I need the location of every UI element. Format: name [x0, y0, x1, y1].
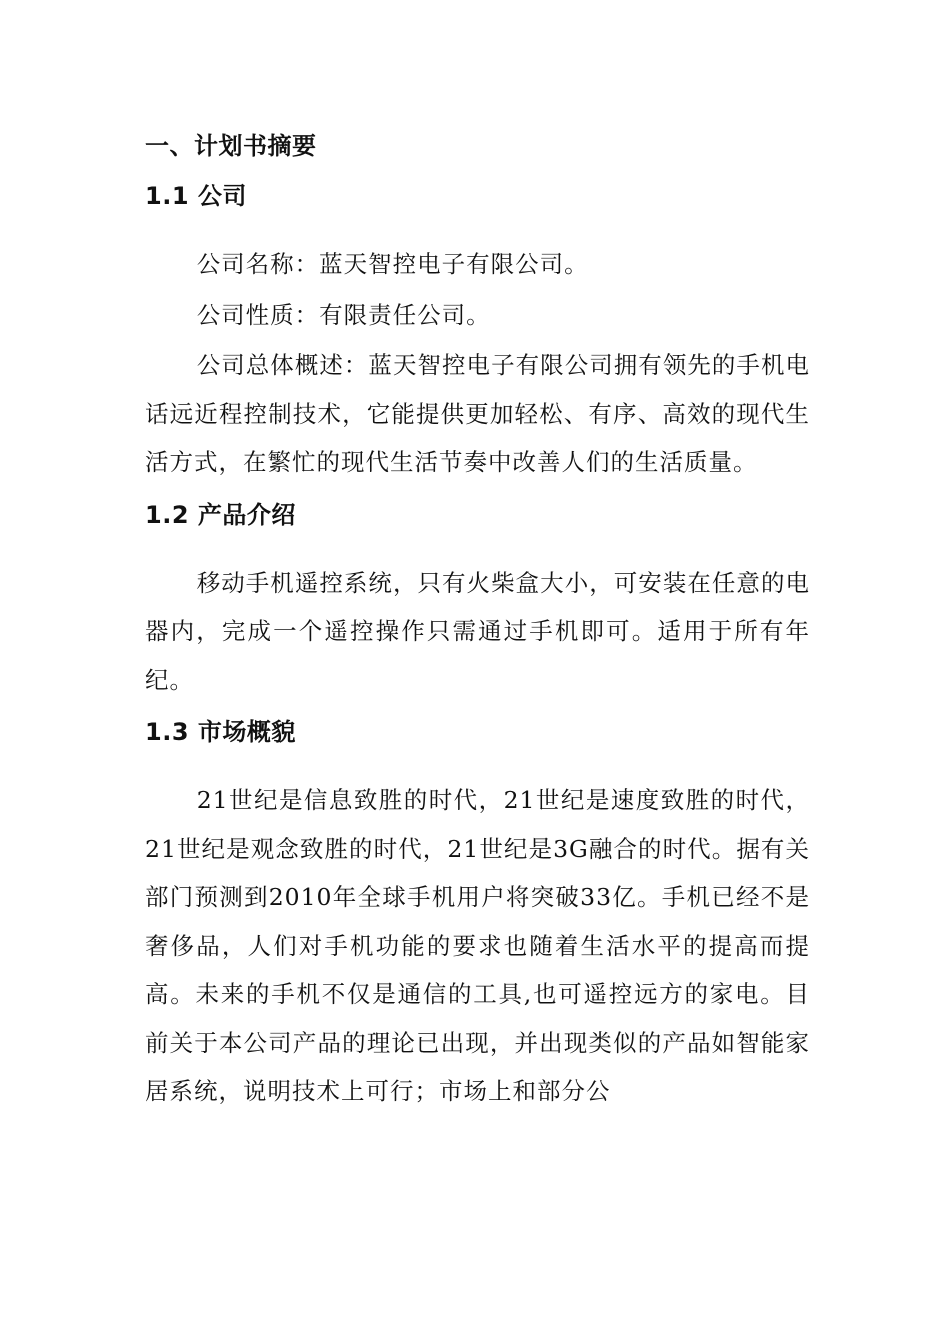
paragraph: 公司名称：蓝天智控电子有限公司。 — [196, 250, 589, 278]
paragraph: 公司总体概述：蓝天智控电子有限公司拥有领先的手机电话远近程控制技术，它能提供更加轻松、有序、高效的现代生活方式，在繁忙的现代生活节奏中改善人们的生活质量。 — [145, 351, 810, 476]
section-heading: 1.3 市场概貌 — [145, 718, 296, 746]
section-company — [145, 178, 810, 487]
section-product — [145, 497, 810, 705]
paragraph: 移动手机遥控系统，只有火柴盒大小，可安装在任意的电器内，完成一个遥控操作只需通过手机即可。适用于所有年纪。 — [145, 568, 810, 694]
section-market — [145, 714, 810, 1116]
paragraph: 公司性质：有限责任公司。 — [196, 300, 491, 329]
document-title: 一、计划书摘要 — [145, 132, 317, 160]
paragraph: 21世纪是信息致胜的时代，21世纪是速度致胜的时代，21世纪是观念致胜的时代，21世纪是3G融合的时代。据有关部门预测到2010年全球手机用户将突破33亿。手机已经不是奢侈品，人们对手机功能的要求也随着生活水平的提高而提高。未来的手机不仅是通信的工具,也可遥控远方的家电。目前关于本公司产品的理论已出现，并出现类似的产品如智能家居系统，说明技术上可行；市场上和部分公 — [145, 786, 810, 1105]
document-body — [145, 128, 810, 1116]
section-heading: 1.2 产品介绍 — [145, 500, 296, 529]
section-heading: 1.1 公司 — [145, 182, 247, 210]
